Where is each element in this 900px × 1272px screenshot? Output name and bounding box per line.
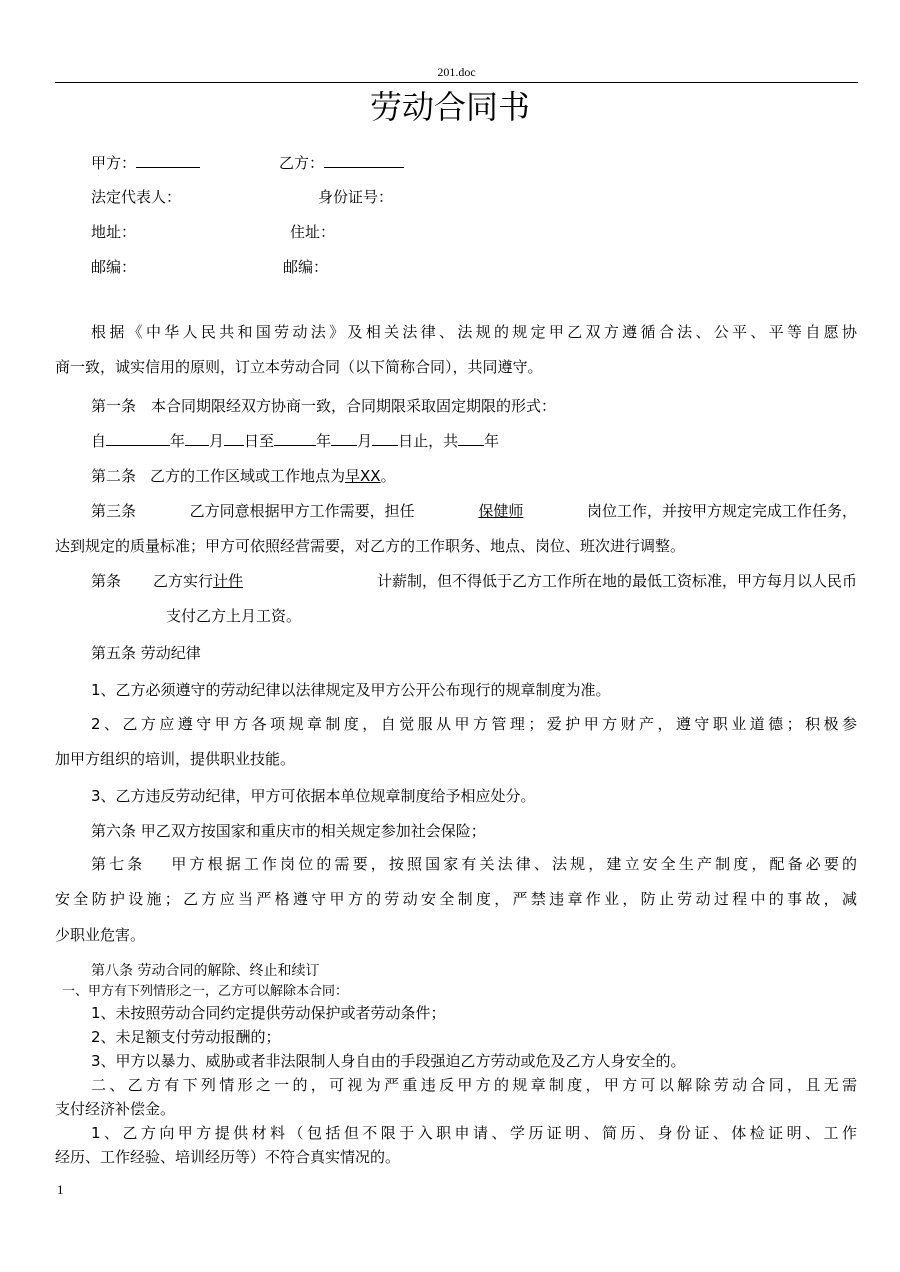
postcode-b-label: 邮编： [283,258,329,276]
term-year: 年 [170,432,186,450]
article-5-heading: 第五条 劳动纪律 [91,644,201,662]
id-number-label: 身份证号： [318,188,394,206]
party-a-blank [136,153,200,168]
page-title: 劳动合同书 [369,88,530,126]
article-8-heading: 第八条 劳动合同的解除、终止和续订 [91,963,320,979]
section-2-item-1-line-2: 经历、工作经验、培训经历等）不符合真实情况的。 [55,1148,401,1166]
article-5-item-3: 3、乙方违反劳动纪律，甲方可依据本单位规章制度给予相应处分。 [91,787,536,805]
term-to: 日至 [244,432,275,450]
article-3-label: 第三条 [91,502,137,520]
article-5-item-1: 1、乙方必须遵守的劳动纪律以法律规定及甲方公开公布现行的规章制度为准。 [91,681,611,699]
article-3-line-2: 达到规定的质量标准；甲方可依照经营需要，对乙方的工作职务、地点、岗位、班次进行调整。 [55,537,686,555]
address-label: 地址： [91,223,137,241]
article-2-label: 第二条 [91,467,137,485]
start-year-blank [106,431,170,446]
party-a-label: 甲方： [91,154,137,172]
term-from: 自 [91,432,107,450]
article-6-text: 第六条 甲乙双方按国家和重庆市的相关规定参加社会保险； [91,822,486,840]
start-day-blank [224,431,244,446]
position-name: 保健师 [478,502,524,520]
page-number: 1 [57,1182,64,1197]
article-4-pre-text: 乙方实行 [153,572,214,590]
term-year-3: 年 [484,432,500,450]
party-b-blank [324,153,404,168]
residence-label: 住址： [290,223,336,241]
article-1-term [91,430,499,452]
total-years-blank [458,431,484,446]
article-1-text: 第一条 本合同期限经双方协商一致，合同期限采取固定期限的形式： [91,397,557,415]
party-b-field [279,152,404,174]
article-8-section-1: 一、甲方有下列情形之一，乙方可以解除本合同： [62,984,349,999]
article-2-text: 乙方的工作区域或工作地点为 [150,467,346,485]
end-day-blank [372,431,398,446]
term-year-2: 年 [316,432,332,450]
article-4-label: 第条 [91,572,122,590]
preamble-line-2: 商一致，诚实信用的原则，订立本劳动合同（以下简称合同），共同遵守。 [55,358,543,376]
section-2-item-1-line-1: 1、乙方向甲方提供材料（包括但不限于入职申请、学历证明、简历、身份证、体检证明、工作 [91,1124,857,1142]
article-7-line-1: 第七条 甲方根据工作岗位的需要，按照国家有关法律、法规，建立安全生产制度，配备必要的 [91,855,857,873]
term-total: 日止，共 [398,432,459,450]
pay-method: 计件 [213,572,244,590]
term-month-2: 月 [357,432,373,450]
section-1-item-3: 3、甲方以暴力、威胁或者非法限制人身自由的手段强迫乙方劳动或危及乙方人身安全的。 [91,1052,686,1070]
end-month-blank [331,431,357,446]
work-location: 早XX [345,467,381,485]
preamble-line-1: 根据《中华人民共和国劳动法》及相关法律、法规的规定甲乙双方遵循合法、公平、平等自愿协 [91,323,857,341]
document-header: 201.doc [55,62,858,83]
legal-representative-label: 法定代表人： [91,188,182,206]
article-3-line-1 [91,500,857,522]
end-year-blank [274,431,316,446]
article-3-pre: 乙方同意根据甲方工作需要，担任 [189,502,415,520]
article-3-post: 岗位工作，并按甲方规定完成工作任务， [586,502,857,520]
section-1-item-1: 1、未按照劳动合同约定提供劳动保护或者劳动条件； [91,1004,446,1022]
article-2 [91,465,396,487]
party-a-field [91,152,200,174]
article-4-pre [153,570,243,592]
article-4-line-1 [91,570,857,592]
article-5-item-2-line-2: 加甲方组织的培训，提供职业技能。 [55,750,296,768]
postcode-a-label: 邮编： [91,258,137,276]
article-2-end: 。 [380,467,396,485]
article-4-post: 计薪制，但不得低于乙方工作所在地的最低工资标准，甲方每月以人民币 [376,572,857,590]
article-5-item-2-line-1: 2、乙方应遵守甲方各项规章制度，自觉服从甲方管理；爱护甲方财产，遵守职业道德；积极参 [91,715,857,733]
start-month-blank [185,431,209,446]
section-1-item-2: 2、未足额支付劳动报酬的； [91,1028,281,1046]
article-4-body [153,570,857,592]
article-4-line-2: 支付乙方上月工资。 [166,607,302,625]
article-7-line-3: 少职业危害。 [55,926,146,944]
article-7-line-2: 安全防护设施；乙方应当严格遵守甲方的劳动安全制度，严禁违章作业，防止劳动过程中的事故，减 [55,890,857,908]
party-b-label: 乙方： [279,154,325,172]
article-8-section-2-line-2: 支付经济补偿金。 [55,1100,176,1118]
term-month: 月 [209,432,225,450]
article-8-section-2-line-1: 二、乙方有下列情形之一的，可视为严重违反甲方的规章制度，甲方可以解除劳动合同，且无需 [91,1076,857,1094]
